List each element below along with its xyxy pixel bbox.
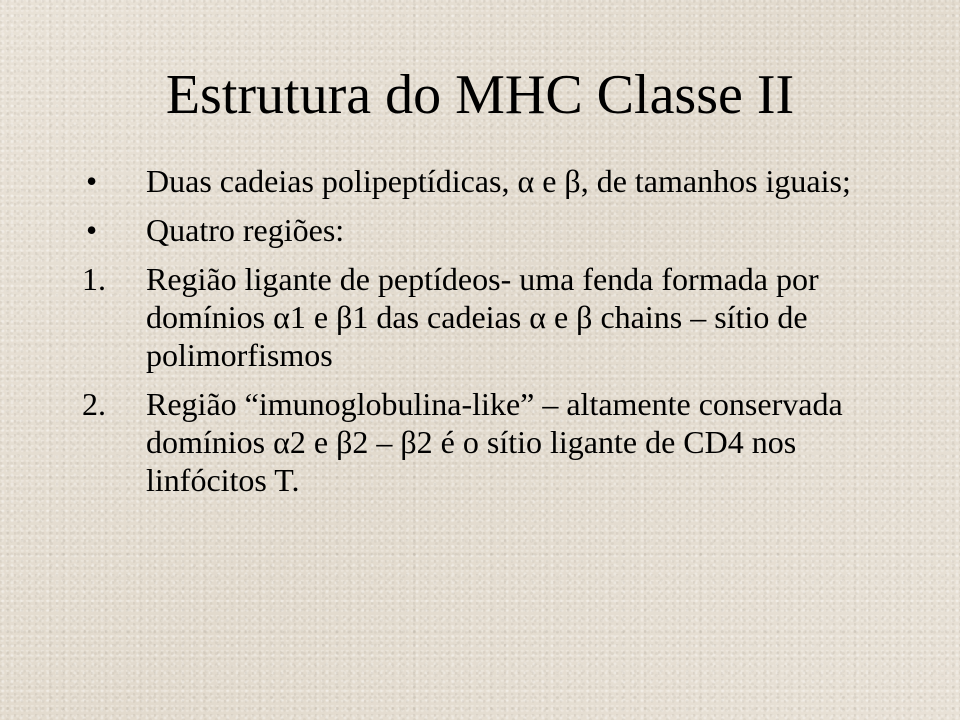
numbered-text: Região “imunoglobulina-like” – altamente conservada domínios α2 e β2 – β2 é o sítio ligante de CD4 nos linfócitos T.	[146, 386, 843, 498]
bullet-marker: •	[86, 163, 98, 199]
numbered-item	[82, 385, 902, 499]
slide-content	[82, 162, 902, 510]
slide-title: Estrutura do MHC Classe II	[165, 64, 795, 126]
bullet-item	[82, 211, 902, 249]
bullet-text: Duas cadeias polipeptídicas, α e β, de tamanhos iguais;	[146, 163, 851, 199]
number-marker: 2.	[82, 386, 106, 422]
bullet-text: Quatro regiões:	[146, 212, 345, 248]
numbered-item	[82, 260, 902, 374]
bullet-marker: •	[86, 212, 98, 248]
number-marker: 1.	[82, 261, 106, 297]
bullet-item	[82, 162, 902, 200]
numbered-text: Região ligante de peptídeos- uma fenda formada por domínios α1 e β1 das cadeias α e β chains – sítio de polimorfismos	[146, 261, 819, 373]
